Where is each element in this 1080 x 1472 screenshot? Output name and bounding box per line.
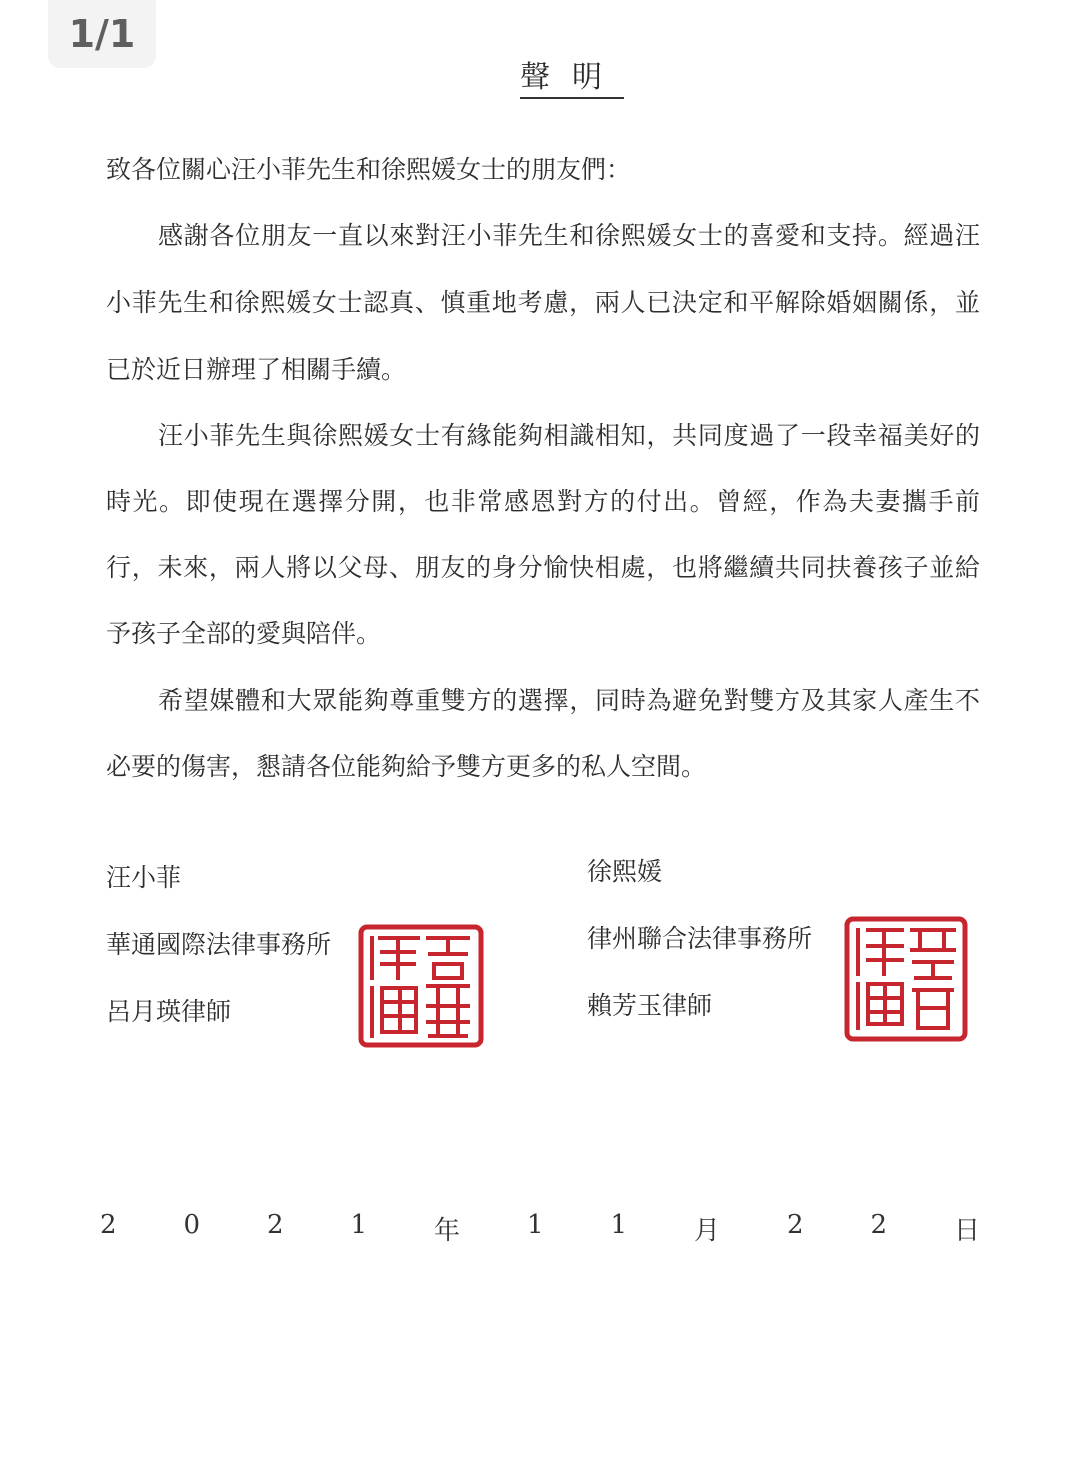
paragraph-3-line-1: 希望媒體和大眾能夠尊重雙方的選擇，同時為避免對雙方及其家人產生不	[158, 686, 980, 715]
paragraph-2-line-1: 汪小菲先生與徐熙媛女士有緣能夠相識相知，共同度過了一段幸福美好的	[158, 421, 980, 450]
right-signatory-lawyer: 賴芳玉律師	[587, 991, 713, 1020]
date-char: 1	[526, 1210, 544, 1240]
paragraph-3-line-2: 必要的傷害，懇請各位能夠給予雙方更多的私人空間。	[106, 752, 707, 781]
left-signatory-firm: 華通國際法律事務所	[106, 930, 332, 959]
page-indicator: 1/1	[48, 0, 156, 68]
date-char: 1	[610, 1210, 628, 1240]
date-char: 日	[953, 1216, 980, 1246]
date-char: 2	[786, 1210, 804, 1240]
left-signatory-lawyer: 呂月瑛律師	[106, 997, 232, 1026]
salutation: 致各位關心汪小菲先生和徐熙媛女士的朋友們：	[106, 155, 632, 184]
right-signatory-firm: 律州聯合法律事務所	[587, 924, 813, 953]
date-char: 0	[183, 1210, 201, 1240]
date-char: 月	[693, 1216, 720, 1246]
paragraph-2-line-3: 行，未來，兩人將以父母、朋友的身分愉快相處，也將繼續共同扶養孩子並給	[106, 553, 980, 582]
right-lawyer-seal-stamp	[844, 916, 968, 1042]
paragraph-2-line-2: 時光。即使現在選擇分開，也非常感恩對方的付出。曾經，作為夫妻攜手前	[106, 487, 980, 516]
date-char: 1	[350, 1210, 368, 1240]
date-char: 2	[100, 1210, 117, 1240]
right-signatory-name: 徐熙媛	[587, 857, 663, 886]
paragraph-2-line-4: 予孩子全部的愛與陪伴。	[106, 619, 382, 648]
paragraph-1-line-3: 已於近日辦理了相關手續。	[106, 355, 407, 384]
paragraph-1-line-2: 小菲先生和徐熙媛女士認真、慎重地考慮，兩人已決定和平解除婚姻關係，並	[106, 288, 980, 317]
document-date	[100, 1210, 980, 1247]
date-char: 2	[870, 1210, 887, 1240]
left-lawyer-seal-stamp	[358, 924, 484, 1048]
left-signatory-name: 汪小菲	[106, 863, 182, 892]
date-char: 2	[267, 1210, 284, 1240]
date-char: 年	[434, 1216, 461, 1246]
document-title: 聲明	[0, 52, 1080, 96]
paragraph-1-line-1: 感謝各位朋友一直以來對汪小菲先生和徐熙媛女士的喜愛和支持。經過汪	[158, 221, 980, 250]
